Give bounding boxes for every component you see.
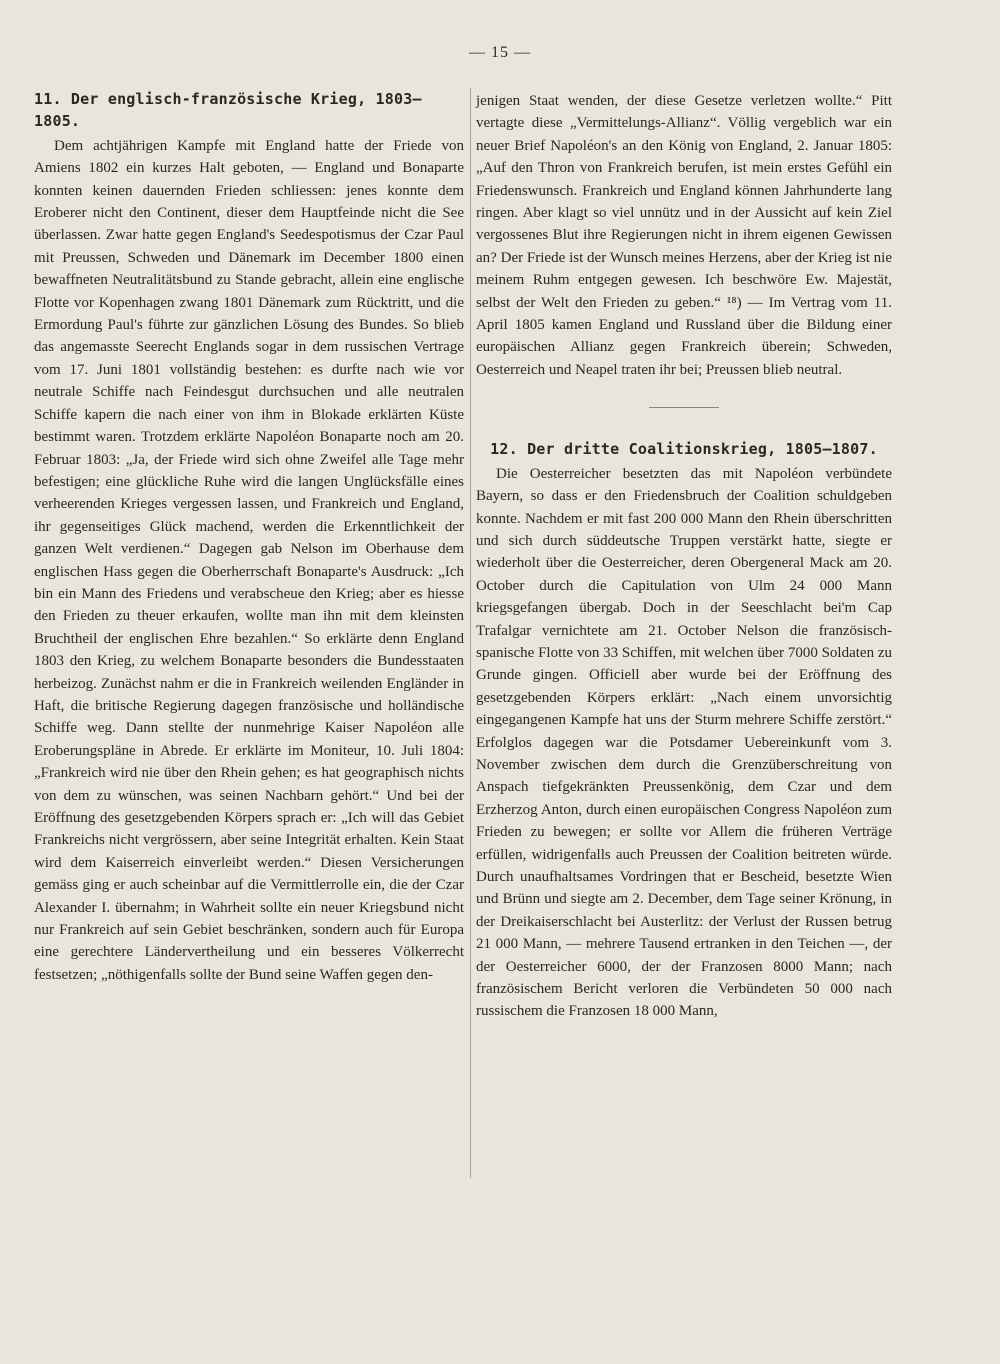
section-separator-rule [649,407,719,408]
section-12-heading: 12. Der dritte Coalitionskrieg, 1805—1807. [490,440,878,459]
section-11-heading: 11. Der englisch-französische Krieg, 1803—1805. [34,90,422,131]
section-11-text-continued: jenigen Staat wenden, der diese Gesetze verletzen wollte.“ Pitt vertagte diese „Vermittelungs-Allianz“. Völlig vergeblich war ein neuer Brief Napoléon's an den König von England, 2. Januar 1805: „Auf den Thron von Frankreich berufen, ist mein erstes Gefühl ein Friedenswunsch. Frankreich und England können Jahrhunderte lang ringen. Aber klagt so viel unnütz und in der Aussicht auf kein Ziel vergossenes Blut ihre Regierungen nicht in ihrem eigenen Gewissen an? Der Friede ist der Wunsch meines Herzens, aber der Krieg ist nie meinem Ruhm entgegen gewesen. Ich beschwöre Ew. Majestät, selbst der Welt den Frieden zu geben.“ ¹⁸) — Im Vertrag vom 11. April 1805 kamen England und Russland über die Bildung einer europäischen Allianz gegen Frankreich überein; Schweden, Oesterreich und Neapel traten ihr bei; Preussen blieb neutral. [476,93,892,378]
left-column [34,88,464,986]
section-11-text: Dem achtjährigen Kampfe mit England hatte der Friede von Amiens 1802 ein kurzes Halt geboten, — England und Bonaparte konnten keinen dauernden Frieden schliessen: jenes konnte dem Eroberer nicht den Continent, dieser dem Hauptfeinde nicht die See überlassen. Zwar hatte gegen England's Seedespotismus der Czar Paul mit Preussen, Schweden und Dänemark im December 1800 einen bewaffneten Neutralitätsbund zu Stande gebracht, allein eine englische Flotte vor Kopenhagen zwang 1801 Dänemark zum Rücktritt, und die Ermordung Paul's führte zur gänzlichen Lösung des Bundes. So blieb das angemasste Seerecht Englands sogar in dem russischen Vertrage vom 17. Juni 1801 vollständig bestehen: es durfte nach wie vor neutrale Schiffe nach Feindesgut durchsuchen und alle neutralen Schiffe kapern die nach einer von ihm in Blokade erklärten Küste bestimmt waren. Trotzdem erklärte Napoléon Bonaparte noch am 20. Februar 1803: „Ja, der Friede wird sich ohne Zweifel alle Tage mehr befestigen; eine glückliche Ruhe wird die langen Unglücksfälle eines verheerenden Krieges vergessen lassen, und Frankreich und England, ihr gegenseitiges Glück machend, werden die Erkenntlichkeit der ganzen Welt verdienen.“ Dagegen gab Nelson im Oberhause dem englischen Hass gegen die Oberherrschaft Bonaparte's Ausdruck: „Ich bin ein Mann des Friedens und verabscheue den Krieg; aber es hiesse den Frieden zu theuer erkaufen, wollte man ihn mit dem kleinsten Bruchtheil der englischen Ehre bezahlen.“ So erklärte denn England 1803 den Krieg, zu welchem Bonaparte besonders die Bundesstaaten herbeizog. Zunächst nahm er die in Frankreich weilenden Engländer in Haft, die britische Regierung dagegen französische und holländische Schiffe weg. Dann stellte der nunmehrige Kaiser Napoléon alle Eroberungspläne in Abrede. Er erklärte im Moniteur, 10. Juli 1804: „Frankreich wird nie über den Rhein gehen; es hat geographisch nichts von dem zu wünschen, was seinen Nachbarn gehört.“ Und bei der Eröffnung des gesetzgebenden Körpers sprach er: „Ich will das Gebiet Frankreichs nicht vergrössern, aber seine Integrität erhalten. Kein Staat wird dem Kaiserreich einverleibt werden.“ Diesen Versicherungen gemäss ging er auch scheinbar auf die Vermittlerrolle ein, die der Czar Alexander I. übernahm; in Wahrheit sollte ein neuer Kriegsbund nicht nur Frankreich auf sein Gebiet beschränken, sondern auch für Europa eine gerechtere Ländervertheilung und ein besseres Völkerrecht festsetzen; „nöthigenfalls sollte der Bund seine Waffen gegen den- [34,137,464,983]
section-12-text: Die Oesterreicher besetzten das mit Napoléon verbündete Bayern, so dass er den Friedensbruch der Coalition schuldgeben konnte. Nachdem er mit fast 200 000 Mann den Rhein überschritten und sich durch süddeutsche Truppen verstärkt hatte, siegte er wiederholt über die Oesterreicher, deren Obergeneral Mack am 20. October durch die Capitulation von Ulm 24 000 Mann kriegsgefangen übergab. Doch in der Seeschlacht bei'm Cap Trafalgar vernichtete am 21. October Nelson die französisch-spanische Flotte von 33 Schiffen, mit welchen über 7000 Soldaten zu Grunde gingen. Officiell aber wurde bei der Eröffnung des gesetzgebenden Körpers erklärt: „Nach einem unvorsichtig eingegangenen Kampfe hat uns der Sturm mehrere Schiffe zerstört.“ Erfolglos dagegen war die Potsdamer Uebereinkunft vom 3. November zwischen dem durch die Grenzüberschreitung von Anspach tiefgekränkten Preussenkönig, dem Czar und dem Erzherzog Anton, durch einen europäischen Congress Napoléon zum Frieden zu bewegen; er sollte vor Allem die früheren Verträge erfüllen, widrigenfalls auch Preussen der Coalition beitreten würde. Durch unaufhaltsames Vordringen that er Bescheid, besetzte Wien und Brünn und siegte am 2. December, dem Tage seiner Krönung, in der Dreikaiserschlacht bei Austerlitz: der Verlust der Russen betrug 21 000 Mann, — mehrere Tausend ertranken in den Teichen —, der der Oesterreicher 6000, der der Franzosen 8000 Mann; nach französischem Bericht verloren die Verbündeten 50 000 nach russischem die Franzosen 18 000 Mann, [476,465,892,1020]
right-column [476,90,892,1023]
page-number: — 15 — [469,44,531,61]
column-divider [470,88,471,1178]
